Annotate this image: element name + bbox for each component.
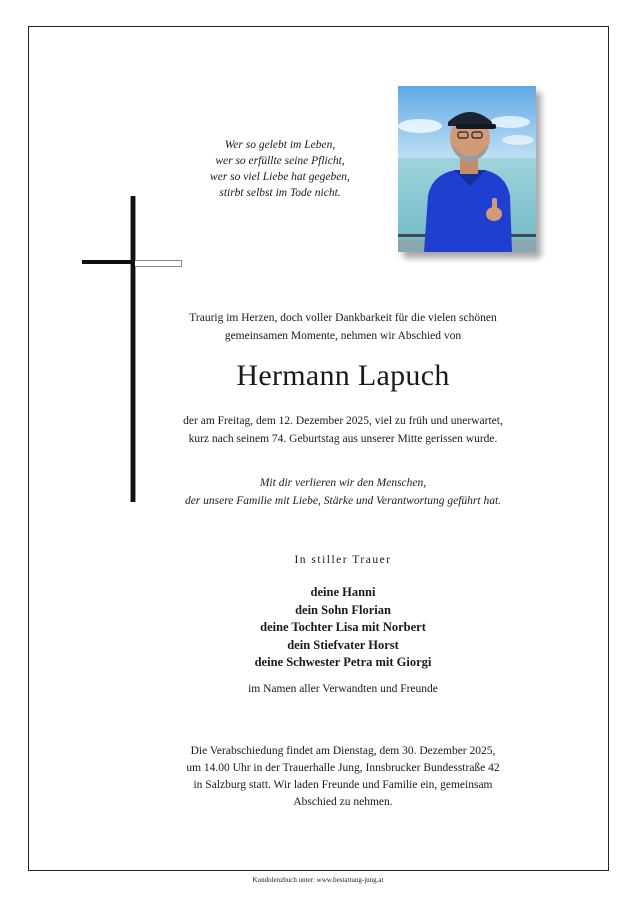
latin-cross-icon [82, 196, 182, 502]
quote-line: der unsere Familie mit Liebe, Stärke und Verantwortung geführt hat. [184, 495, 502, 507]
farewell-line: Abschied zu nehmen. [293, 796, 393, 808]
farewell-line: in Salzburg statt. Wir laden Freunde und Familie ein, gemeinsam [193, 779, 493, 791]
condolence-book-link[interactable]: Kondolenzbuch unter: www.bestattung-jung.at [252, 876, 384, 884]
portrait-photo [398, 86, 536, 252]
mourning-heading: In stiller Trauer [294, 554, 392, 566]
relatives-line: im Namen aller Verwandten und Freunde [248, 683, 438, 695]
deceased-name: Hermann Lapuch [236, 359, 450, 392]
memorial-poem [200, 137, 360, 201]
mourners-list [140, 584, 546, 672]
intro-line: Traurig im Herzen, doch voller Dankbarkeit für die vielen schönen [189, 312, 497, 324]
mourner-name: deine Schwester Petra mit Giorgi [254, 655, 432, 669]
poem-line: wer so viel Liebe hat gegeben, [210, 171, 350, 183]
mourner-name: deine Tochter Lisa mit Norbert [260, 620, 426, 634]
farewell-line: Die Verabschiedung findet am Dienstag, dem 30. Dezember 2025, [190, 745, 496, 757]
mourner-name: dein Sohn Florian [295, 602, 391, 617]
farewell-line: um 14.00 Uhr in der Trauerhalle Jung, Innsbrucker Bundesstraße 42 [186, 762, 500, 774]
poem-line: stirbt selbst im Tode nicht. [219, 187, 341, 199]
quote-line: Mit dir verlieren wir den Menschen, [259, 477, 427, 489]
mourner-name: dein Stiefvater Horst [287, 637, 399, 652]
death-line: kurz nach seinem 74. Geburtstag aus unserer Mitte gerissen wurde. [188, 433, 498, 445]
farewell-quote [140, 474, 546, 510]
poem-line: Wer so gelebt im Leben, [224, 139, 336, 151]
intro-line: gemeinsamen Momente, nehmen wir Abschied von [224, 330, 462, 342]
death-line: der am Freitag, dem 12. Dezember 2025, viel zu früh und unerwartet, [183, 415, 503, 427]
poem-line: wer so erfüllte seine Pflicht, [215, 155, 345, 167]
mourner-name: deine Hanni [310, 585, 376, 599]
intro-text [150, 309, 536, 345]
farewell-info [160, 743, 526, 811]
death-notice [140, 412, 546, 448]
